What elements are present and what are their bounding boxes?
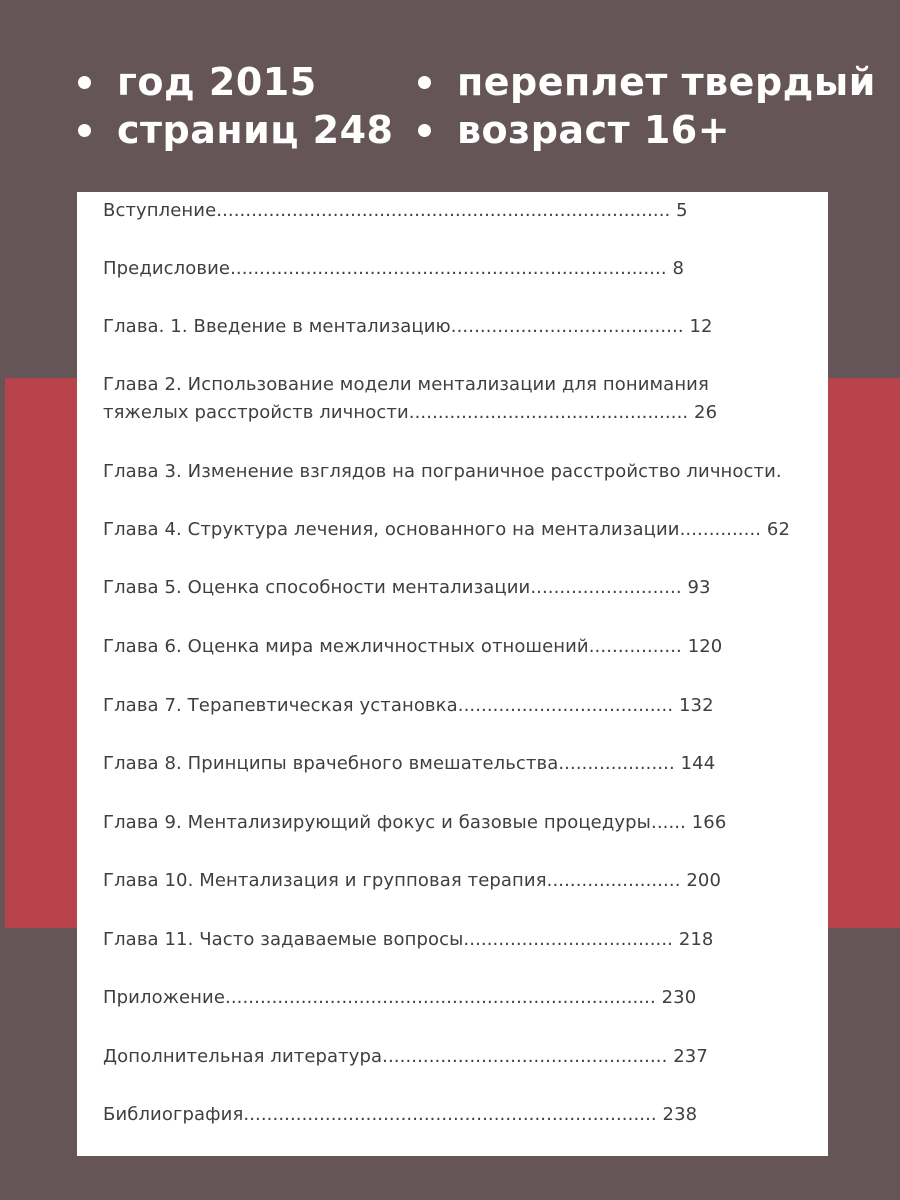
toc-entry-text: Глава 2. Использование модели ментализации для понимания <box>103 374 709 395</box>
spec-year <box>78 60 317 104</box>
toc-entry <box>103 1043 828 1071</box>
spec-pages-text: страниц 248 <box>117 108 394 152</box>
toc-entry-text: Глава. 1. Введение в ментализацию........................................ 12 <box>103 316 713 337</box>
bullet-icon <box>418 76 431 89</box>
toc-entry <box>103 516 828 544</box>
toc-entry <box>103 867 828 895</box>
spec-cover-text: переплет твердый <box>457 60 876 104</box>
toc-entry <box>103 809 828 837</box>
toc-entry <box>103 926 828 954</box>
toc-entry <box>103 692 828 720</box>
toc-entry <box>103 197 828 225</box>
toc-entry-text: Библиография....................................................................... 238 <box>103 1104 698 1125</box>
spec-pages <box>78 108 394 152</box>
toc-entry-text: Предисловие........................................................................... 8 <box>103 258 685 279</box>
toc-entry-text: Приложение.......................................................................... 230 <box>103 987 697 1008</box>
toc-entry <box>103 371 828 427</box>
toc-entry-text: Глава 6. Оценка мира межличностных отношений................ 120 <box>103 636 723 657</box>
toc-entry-text: Глава 4. Структура лечения, основанного на ментализации.............. 62 <box>103 519 791 540</box>
toc-entry <box>103 458 828 486</box>
spec-year-text: год 2015 <box>117 60 317 104</box>
toc-entry-text: Глава 9. Ментализирующий фокус и базовые процедуры...... 166 <box>103 812 727 833</box>
spec-age <box>418 108 730 152</box>
toc-entry-text: Глава 11. Часто задаваемые вопросы.................................... 218 <box>103 929 714 950</box>
toc-entry-text: Глава 7. Терапевтическая установка..................................... 132 <box>103 695 714 716</box>
table-of-contents-page <box>77 192 828 1156</box>
toc-entry <box>103 750 828 778</box>
bullet-icon <box>78 124 91 137</box>
toc-entry-text-continued: тяжелых расстройств личности................................................ 26 <box>103 402 718 423</box>
spec-age-text: возраст 16+ <box>457 108 731 152</box>
toc-entry <box>103 633 828 661</box>
toc-entry <box>103 574 828 602</box>
toc-entry <box>103 984 828 1012</box>
bullet-icon <box>418 124 431 137</box>
toc-entry-text: Дополнительная литература................................................. 237 <box>103 1046 708 1067</box>
bullet-icon <box>78 76 91 89</box>
toc-entry <box>103 313 828 341</box>
toc-entry-text: Глава 10. Ментализация и групповая терапия....................... 200 <box>103 870 721 891</box>
spec-cover <box>418 60 876 104</box>
toc-entry-text: Глава 8. Принципы врачебного вмешательства.................... 144 <box>103 753 716 774</box>
toc-entry <box>103 255 828 283</box>
toc-entry <box>103 1101 828 1129</box>
toc-entry-text: Вступление.............................................................................. 5 <box>103 200 688 221</box>
toc-entry-text: Глава 3. Изменение взглядов на пограничное расстройство личности. <box>103 461 782 482</box>
toc-entry-text: Глава 5. Оценка способности ментализации.......................... 93 <box>103 577 711 598</box>
book-specs <box>0 60 900 160</box>
